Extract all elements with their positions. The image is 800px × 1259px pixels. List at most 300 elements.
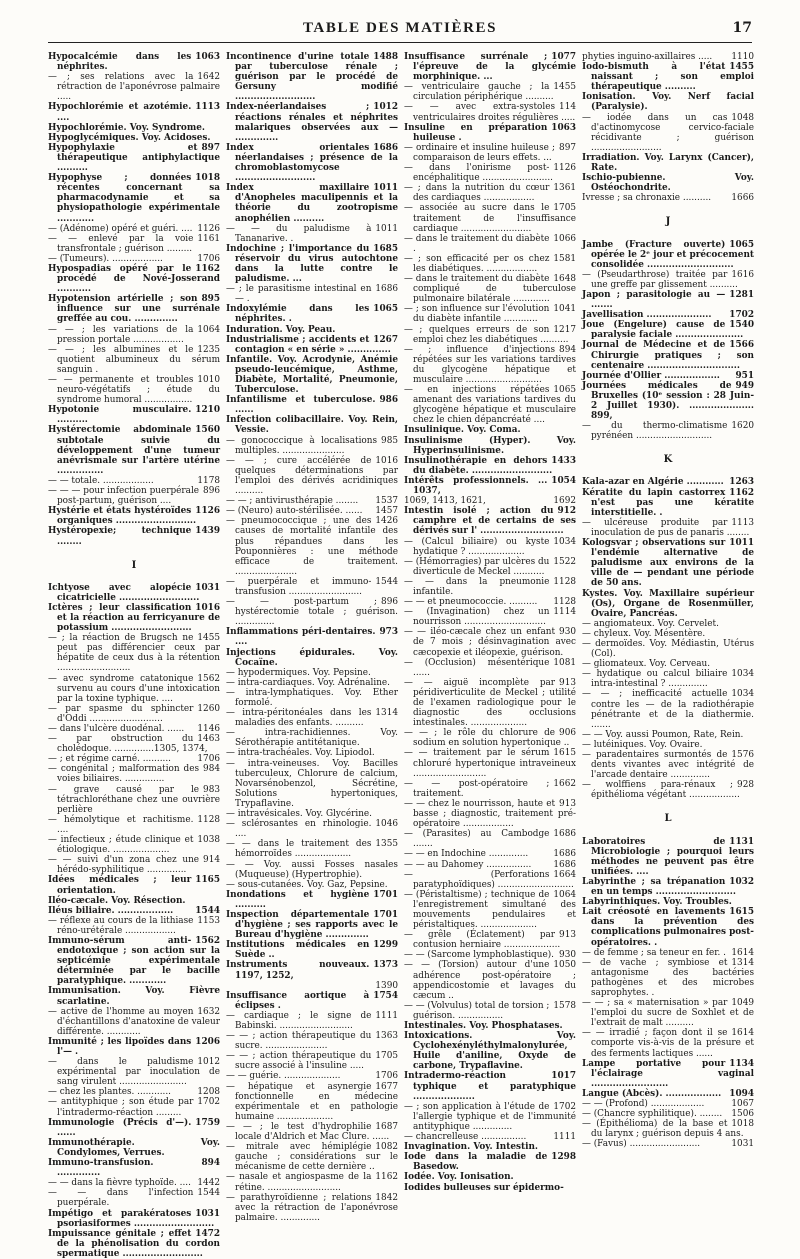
entry-text: Kala-azar en Algérie ............ [582, 477, 724, 488]
entry-page-ref: 1433 [551, 455, 576, 466]
index-entry [226, 728, 398, 748]
index-entry [582, 52, 754, 62]
entry-page-ref: 913 [559, 930, 576, 941]
entry-text: Invagination. Voy. Intestin. [404, 1142, 538, 1153]
entry-text: — (Neuro) auto-stérilisée. ...... [226, 506, 363, 517]
index-entry [404, 950, 576, 960]
index-entry [48, 224, 220, 234]
entry-page-ref: 1049 [731, 998, 754, 1009]
index-entry [48, 1178, 220, 1188]
entry-page-ref: 1439 [195, 526, 220, 537]
entry-text: — ; la réaction de Brugsch ne peut pas différencier ceux par hépatite de ceux dus à la rétention .......................... [48, 633, 220, 674]
entry-page-ref: 1031 [195, 582, 220, 593]
entry-page-ref: 1614 [731, 1028, 754, 1039]
index-entry [404, 345, 576, 385]
entry-text: — réflexe au cours de la lithiase réno-urétérale .................. [48, 915, 194, 936]
entry-text: Inflammations péri-dentaires. .... [226, 627, 376, 648]
index-entry [404, 1183, 576, 1193]
index-entry [48, 633, 220, 673]
index-entry [582, 730, 754, 740]
entry-page-ref: 1110 [731, 52, 754, 62]
index-entry [226, 284, 398, 304]
index-entry [404, 52, 576, 82]
entry-text: Intoxications. Voy. Cyclohexényléthylmalonylurée, Huile d'aniline, Oxyde de carbone, Trypaflavine. [404, 1031, 576, 1072]
index-entry [48, 815, 220, 835]
entry-page-ref: 1560 [195, 425, 220, 436]
entry-page-ref: 973 [379, 627, 398, 638]
entry-text: — hémolytique et rachitisme. .... [48, 814, 194, 835]
index-entry [48, 1057, 220, 1087]
entry-page-ref: 1363 [375, 1031, 398, 1042]
index-entry [48, 916, 220, 936]
index-entry [582, 421, 754, 441]
entry-page-ref: 914 [203, 855, 220, 866]
entry-page-ref: 1063 [195, 52, 220, 62]
entry-page-ref: 1065 [373, 304, 398, 315]
entry-text: — intra-trachéales. Voy. Lipiodol. [226, 748, 375, 759]
index-entry [226, 809, 398, 819]
index-entry [48, 526, 220, 546]
index-entry [404, 456, 576, 476]
entry-text: — intra-veineuses. Voy. Bacilles tuberculeux, Chlorure de calcium, Novarsénobenzol, Sécrétine, Solutions hypertoniques, Trypaflavine. [226, 758, 398, 809]
index-entry [582, 1059, 754, 1089]
index-entry [226, 1122, 398, 1142]
entry-text: — lutéiniques. Voy. Ovaire. [582, 739, 703, 750]
index-entry [404, 537, 576, 557]
entry-text: — — Voy. aussi Fosses nasales (Muqueuse) (Hypertrophie). [226, 859, 398, 880]
index-entry [48, 1037, 220, 1057]
index-entry [48, 254, 220, 264]
entry-text: Immuno-transfusion. .............. [48, 1158, 154, 1179]
entry-text: Ionisation. Voy. Nerf facial (Paralysie). [582, 92, 754, 113]
index-entry [404, 476, 576, 496]
index-entry [48, 506, 220, 526]
entry-text: — — dans la pneumonie infantile. [404, 576, 550, 597]
entry-text: Iodides bulleuses sur épidermo- [404, 1182, 564, 1193]
entry-text: Journées médicales de Bruxelles (10ᵉ session : 28 Juin-2 Juillet 1930). ..................... 899, [582, 380, 754, 422]
index-entry [582, 907, 754, 947]
entry-page-ref: 1581 [553, 253, 576, 264]
entry-text: Indoxylémie dans les néphrites. . [226, 304, 370, 325]
entry-text: — intra-lymphatiques. Voy. Ether formolé. [226, 687, 398, 708]
entry-text: — gliomateux. Voy. Cerveau. [582, 659, 711, 670]
entry-text: — (Épithélioma) de la base et du larynx ; guérison depuis 4 ans. [582, 1119, 744, 1140]
index-entry [226, 456, 398, 496]
index-entry [226, 678, 398, 688]
entry-text: — (Hémorragies) par ulcères du diverticule de Meckel ........... [404, 556, 550, 577]
entry-page-ref: 1131 [729, 836, 754, 847]
index-entry [226, 395, 398, 415]
index-entry [582, 1028, 754, 1058]
entry-page-ref: 1544 [197, 1188, 220, 1199]
entry-text: Ictères ; leur classification et la réaction au ferricyanure de potassium .......................... [48, 602, 220, 634]
entry-page-ref: 1031 [195, 1208, 220, 1219]
entry-page-ref: 1842 [375, 1192, 398, 1203]
entry-text: — ventriculaire gauche ; la circulation périphérique .......... [404, 82, 554, 103]
entry-text: — sous-cutanées. Voy. Gaz, Pepsine. [226, 879, 388, 890]
entry-text: Journal de Médecine et de Chirurgie pratiques ; son centenaire .............................. [582, 340, 754, 371]
entry-text: Langue (Abcès). .................. [582, 1088, 722, 1099]
index-entry [226, 648, 398, 668]
entry-page-ref: 1615 [729, 907, 754, 918]
index-entry [404, 1031, 576, 1071]
index-entry [404, 728, 576, 748]
entry-page-ref: 1576 [731, 750, 754, 760]
entry-page-ref: 894 [201, 1158, 220, 1169]
entry-text: — infectieux ; étude clinique et étiologique. .................... [48, 835, 194, 856]
entry-text: — grêle (Éclatement) par contusion herniaire .................... [404, 930, 561, 951]
entry-text: — — aiguë incomplète par péridiverticulite de Meckel ; utilité de l'examen radiologique pour le diagnostic des occlusions intestinales. .................... [404, 677, 576, 729]
index-entry [404, 1102, 576, 1132]
entry-text: — wolffiens para-rénaux ; épithélioma végétant .................. [582, 780, 740, 801]
index-entry [48, 674, 220, 704]
entry-page-ref: 1162 [375, 1172, 398, 1183]
entry-page-ref: 1210 [195, 405, 220, 416]
entry-text: — (Perforations paratyphoïdiques) ........................... [404, 869, 574, 890]
index-entry [48, 583, 220, 603]
entry-text: — — ; action thérapeutique du sucre associé à l'insuline ..... [226, 1051, 372, 1072]
index-entry [226, 304, 398, 324]
entry-page-ref: 1034 [731, 689, 754, 700]
entry-text: — avec syndrome catatonique survenu au cours d'une intoxication par la toxine typhique. .... [48, 673, 220, 704]
index-entry [404, 163, 576, 183]
entry-page-ref: 1012 [373, 102, 398, 113]
entry-page-ref: 1034 [731, 669, 754, 680]
entry-text: Ivresse ; sa chronaxie .......... [582, 193, 712, 204]
entry-text: — — au Dahomey ................ [404, 859, 532, 870]
entry-text: Index maxillaire d'Anopheles maculipennis et la théorie du zootropisme anophélien .......... [226, 183, 398, 224]
entry-page-ref: 1032 [729, 876, 754, 887]
entry-text: — ; quelques erreurs de son emploi chez les diabétiques .......... [404, 324, 569, 345]
index-entry [582, 589, 754, 619]
entry-text: Indochine ; l'importance du réservoir du virus autochtone dans la lutte contre le paludisme. ... [226, 243, 398, 285]
index-entry [582, 689, 754, 729]
entry-page-ref: 1161 [197, 233, 220, 244]
entry-page-ref: 1705 [553, 203, 576, 214]
entry-text: — — ; le test d'hydrophilie locale d'Aldrich et Mac Clure. ...... [226, 1121, 390, 1143]
entry-text: — — et pneumococcie. .......... [404, 597, 538, 608]
entry-page-ref: 1126 [197, 223, 220, 234]
entry-page-ref: 1566 [729, 340, 754, 351]
index-entry [48, 133, 220, 143]
entry-page-ref: 1018 [195, 173, 220, 184]
index-entry [48, 764, 220, 784]
entry-page-ref: 1031 [731, 1139, 754, 1150]
entry-text: — ; dans la nutrition du cœur des cardiaques .................. [404, 183, 550, 204]
entry-text: — — en Indochine .............. [404, 849, 529, 860]
entry-text: Insulinique. Voy. Coma. [404, 425, 521, 436]
entry-page-ref: 1522 [553, 556, 576, 567]
entry-text: — (Adénome) opéré et guéri. .... [48, 223, 193, 234]
entry-text: Insulinothérapie en dehors du diabète. .......................... [404, 455, 553, 476]
index-entry [404, 960, 576, 1000]
index-entry [48, 754, 220, 764]
index-entry [226, 1172, 398, 1192]
entry-page-ref: 1217 [553, 324, 576, 335]
entry-page-ref: 1126 [195, 506, 220, 517]
index-entry [226, 597, 398, 627]
entry-page-ref: 1126 [553, 163, 576, 174]
entry-text: Hypoglycémiques. Voy. Acidoses. [48, 132, 211, 143]
entry-text: Iléo-cæcale. Voy. Résection. [48, 895, 186, 906]
entry-text: Hystérectomie abdominale subtotale suivie du développement d'une tumeur anévrismale sur l'artère utérine ............... [48, 425, 220, 476]
page-header [48, 18, 752, 43]
index-entry [404, 557, 576, 577]
index-entry [226, 627, 398, 647]
entry-page-ref: 1038 [197, 835, 220, 846]
entry-page-ref: 1455 [729, 62, 754, 73]
entry-page-ref: 1562 [197, 673, 220, 684]
index-entry [226, 880, 398, 890]
entry-page-ref: 114 [559, 102, 576, 113]
entry-page-ref: 1065 [729, 239, 754, 250]
entry-page-ref: 1165 [195, 875, 220, 886]
index-entry [226, 143, 398, 183]
entry-page-ref: 1298 [551, 1152, 576, 1163]
index-entry [48, 52, 220, 72]
index-column-2 [226, 52, 398, 1223]
entry-text: — — du paludisme à Tananarive. . [226, 223, 372, 244]
entry-text: — du thermo-climatisme pyrénéen ........................... [582, 421, 728, 442]
entry-text: — gonococcique à localisations multiples. ...................... [226, 435, 378, 456]
index-entry [404, 496, 576, 506]
index-entry [404, 1142, 576, 1152]
entry-text: Ichtyose avec alopécie cicatricielle .......................... [48, 582, 200, 603]
entry-text: Hypocalcémie dans les néphrites. [48, 52, 192, 73]
entry-page-ref: 1016 [375, 455, 398, 466]
index-entry [404, 436, 576, 456]
index-entry [404, 274, 576, 304]
index-entry [582, 538, 754, 588]
entry-page-ref: 1066 [553, 233, 576, 244]
entry-page-ref: 1034 [553, 536, 576, 547]
index-entry [226, 516, 398, 577]
index-entry [48, 476, 220, 486]
entry-page-ref: 1206 [195, 1036, 220, 1047]
entry-page-ref: 1299 [373, 940, 398, 951]
index-entry [48, 1229, 220, 1259]
index-entry [582, 240, 754, 270]
entry-page-ref: 1235 [197, 344, 220, 355]
index-entry [582, 629, 754, 639]
index-entry [404, 123, 576, 143]
entry-text: — dans le traitement du diabète compliqué de tuberculose pulmonaire bilatérale ............. [404, 274, 576, 305]
index-entry [48, 1087, 220, 1097]
index-entry [404, 506, 576, 536]
entry-text: Intradermo-réaction typhique et paratyphique .................... [404, 1071, 576, 1102]
entry-text: — grave causé par le tétrachloréthane chez une ouvrière perlière [48, 784, 220, 815]
entry-text: — dermoïdes. Voy. Médiastin, Utérus (Col). [582, 638, 754, 660]
index-entry [226, 183, 398, 223]
entry-page-ref: 1701 [373, 889, 398, 900]
entry-page-ref: 1128 [553, 597, 576, 608]
running-title: TABLE DES MATIÈRES [302, 20, 498, 36]
index-entry [226, 102, 398, 142]
index-entry [582, 750, 754, 780]
entry-text: — — ; inefficacité actuelle contre les — de la radiothérapie pénétrante et de la diathermie. ....... [582, 689, 754, 730]
entry-text: — — permanente et troubles neuro-végétatifs ; étude du syndrome humoral ................. [48, 375, 220, 406]
entry-page-ref: 1260 [197, 703, 220, 714]
entry-page-ref: 1702 [553, 1101, 576, 1112]
entry-text: — cardiaque ; le signe de Babinski. .......................... [226, 1010, 372, 1031]
page-number: 17 [732, 20, 752, 36]
entry-page-ref: 1686 [553, 829, 576, 840]
entry-page-ref: 1113 [731, 517, 754, 528]
index-entry [404, 597, 576, 607]
entry-text: Insulinisme (Hyper). Voy. Hyperinsulinisme. [404, 435, 576, 456]
entry-text: Incontinence d'urine totale par tuberculose rénale ; guérison par le procédé de Gersuny modifié .......................... [226, 52, 398, 103]
index-entry [226, 819, 398, 839]
index-entry [582, 837, 754, 877]
index-entry [404, 577, 576, 597]
entry-page-ref: 1281 [729, 289, 754, 300]
entry-page-ref: 1614 [731, 947, 754, 958]
entry-text: — ; influence d'injections répétées sur les variations tardives du glycogène hépatique et musculaire ........................... [404, 344, 576, 385]
entry-page-ref: 930 [559, 950, 576, 961]
entry-text: — angiomateux. Voy. Cervelet. [582, 618, 719, 629]
entry-page-ref: 1426 [375, 516, 398, 527]
section-letter: I [131, 559, 137, 571]
index-columns [48, 52, 754, 1259]
index-entry [48, 345, 220, 375]
index-entry [48, 123, 220, 133]
index-entry [404, 1071, 576, 1101]
entry-text: — — dans le traitement des hémorroïdes .................... [226, 839, 372, 860]
entry-text: Javellisation ..................... [582, 310, 712, 321]
entry-text: — chyleux. Voy. Mésentère. [582, 628, 706, 639]
index-entry [404, 425, 576, 435]
entry-text: Lait créosoté en lavements dans la prévention des complications pulmonaires post-opératoires. . [582, 907, 754, 948]
entry-text: Infection colibacillaire. Voy. Rein, Vessie. [226, 415, 398, 436]
index-entry [404, 102, 576, 122]
index-entry [226, 244, 398, 284]
entry-page-ref: 1562 [195, 935, 220, 946]
entry-text: Kologsvar ; observations sur l'endémie alternative de paludisme aux environs de la ville de — pendant une période de 50 ans. [582, 538, 754, 589]
entry-text: — intra-péritonéales dans les maladies des enfants. .......... [226, 708, 372, 729]
entry-text: — — ; antivirusthérapie ........ [226, 496, 359, 507]
index-entry [226, 981, 398, 991]
entry-page-ref: 1544 [195, 905, 220, 916]
entry-page-ref: 913 [559, 798, 576, 809]
entry-page-ref: 1754 [373, 990, 398, 1001]
entry-page-ref: 1686 [375, 284, 398, 295]
index-entry [582, 639, 754, 659]
index-entry [48, 704, 220, 724]
entry-text: Hypotonie musculaire. .......... [48, 405, 192, 426]
entry-text: — ulcéreuse produite par inoculation de pus de panaris ........ [582, 517, 750, 538]
entry-text: — — traitement par le sérum chloruré hypertonique intraveineux .......................... [404, 748, 576, 779]
entry-text: — — (Torsion) autour d'une adhérence post-opératoire ; appendicostomie et lavages du cæcum .. [404, 960, 576, 1001]
entry-page-ref: 1094 [729, 1088, 754, 1099]
index-entry [404, 304, 576, 324]
entry-page-ref: 951 [735, 370, 754, 381]
index-entry [404, 254, 576, 274]
entry-page-ref: 1146 [197, 724, 220, 734]
entry-page-ref: 1162 [195, 263, 220, 274]
entry-text: — iodée dans un cas d'actinomycose cervico-faciale récidivante ; guérison ......................... [582, 112, 754, 153]
entry-page-ref: 1153 [197, 915, 220, 926]
entry-text: Induration. Voy. Peau. [226, 324, 336, 335]
index-entry [226, 577, 398, 597]
entry-text: Institutions médicales en Suède .. [226, 940, 370, 961]
index-entry [48, 486, 220, 506]
entry-text: — dans l'ulcère duodénal. ...... [48, 724, 185, 734]
entry-page-ref: 1692 [553, 496, 576, 507]
entry-text: — — irradié ; façon dont il se comporte vis-à-vis de la présure et des ferments lactiques ...... [582, 1028, 754, 1059]
entry-text: — — iléo-cæcale chez un enfant de 7 mois ; désinvagination avec cæcopexie et iléopexie, guérison. [404, 627, 576, 658]
index-entry [226, 335, 398, 355]
index-entry [404, 607, 576, 627]
index-entry [582, 310, 754, 320]
index-entry [48, 1097, 220, 1117]
entry-page-ref: 1664 [553, 869, 576, 880]
entry-page-ref: 949 [735, 380, 754, 391]
index-entry [404, 860, 576, 870]
entry-text: — ; et régime carné. .......... [48, 754, 171, 765]
index-entry [582, 320, 754, 340]
entry-text: Intestinales. Voy. Phosphatases. [404, 1021, 563, 1031]
entry-text: — — (Volvulus) total de torsion ; guérison. ................ [404, 1000, 550, 1021]
entry-text: Immunothérapie. Voy. Condylomes, Verrues. [48, 1137, 220, 1158]
entry-page-ref: 897 [201, 142, 220, 153]
index-entry [582, 948, 754, 958]
index-entry [404, 325, 576, 345]
index-entry [48, 375, 220, 405]
entry-text: Ischio-pubienne. Voy. Ostéochondrite. [582, 173, 754, 194]
entry-text: — chancrelleuse ................ [404, 1132, 527, 1143]
entry-page-ref: 1648 [553, 274, 576, 285]
index-entry [582, 153, 754, 173]
entry-text: — congénital ; malformation des voies biliaires. .............. [48, 764, 200, 785]
index-entry [226, 1193, 398, 1223]
entry-page-ref: 895 [201, 294, 220, 305]
entry-text: — — ; cure accélérée de quelques déterminations par l'emploi des dérivés acridiniques .......... [226, 455, 398, 497]
entry-text: — hydatique ou calcul biliaire intra-intestinal ? .............. [582, 669, 728, 690]
entry-text: Insuline en préparation huileuse . [404, 122, 548, 143]
index-entry [226, 910, 398, 940]
index-entry [404, 385, 576, 425]
index-entry [48, 855, 220, 875]
entry-page-ref: 1616 [731, 269, 754, 280]
index-entry [226, 224, 398, 244]
index-entry [582, 92, 754, 112]
entry-text: — — ; les variations de la pression portale .................. [48, 324, 194, 345]
entry-text: — — chez le nourrisson, haute et basse ; diagnostic, traitement pré-opératoire .................. [404, 798, 576, 830]
entry-text: Iodée. Voy. Ionisation. [404, 1172, 514, 1183]
index-entry [582, 1119, 754, 1139]
index-column-1 [48, 52, 220, 1259]
entry-page-ref: 1686 [553, 859, 576, 870]
entry-text: — de femme ; sa teneur en fer. . [582, 947, 726, 958]
entry-text: — intra-rachidiennes. Voy. Sérothérapie antitétanique. [226, 728, 398, 749]
index-entry [226, 325, 398, 335]
entry-text: — par spasme du sphincter d'Oddi .......................... [48, 703, 194, 724]
index-entry [404, 82, 576, 102]
index-column-4 [582, 52, 754, 1150]
index-entry [404, 678, 576, 728]
entry-page-ref: 1455 [197, 633, 220, 644]
index-entry [48, 425, 220, 475]
entry-page-ref: 1162 [729, 487, 754, 498]
index-entry [226, 688, 398, 708]
entry-text: Immunisation. Voy. Fièvre scarlatine. [48, 986, 220, 1007]
entry-page-ref: 1113 [195, 102, 220, 113]
index-entry [582, 998, 754, 1028]
entry-page-ref: 1615 [553, 748, 576, 759]
index-entry [582, 659, 754, 669]
entry-page-ref: 1702 [729, 310, 754, 321]
entry-page-ref: 1111 [375, 1010, 398, 1021]
